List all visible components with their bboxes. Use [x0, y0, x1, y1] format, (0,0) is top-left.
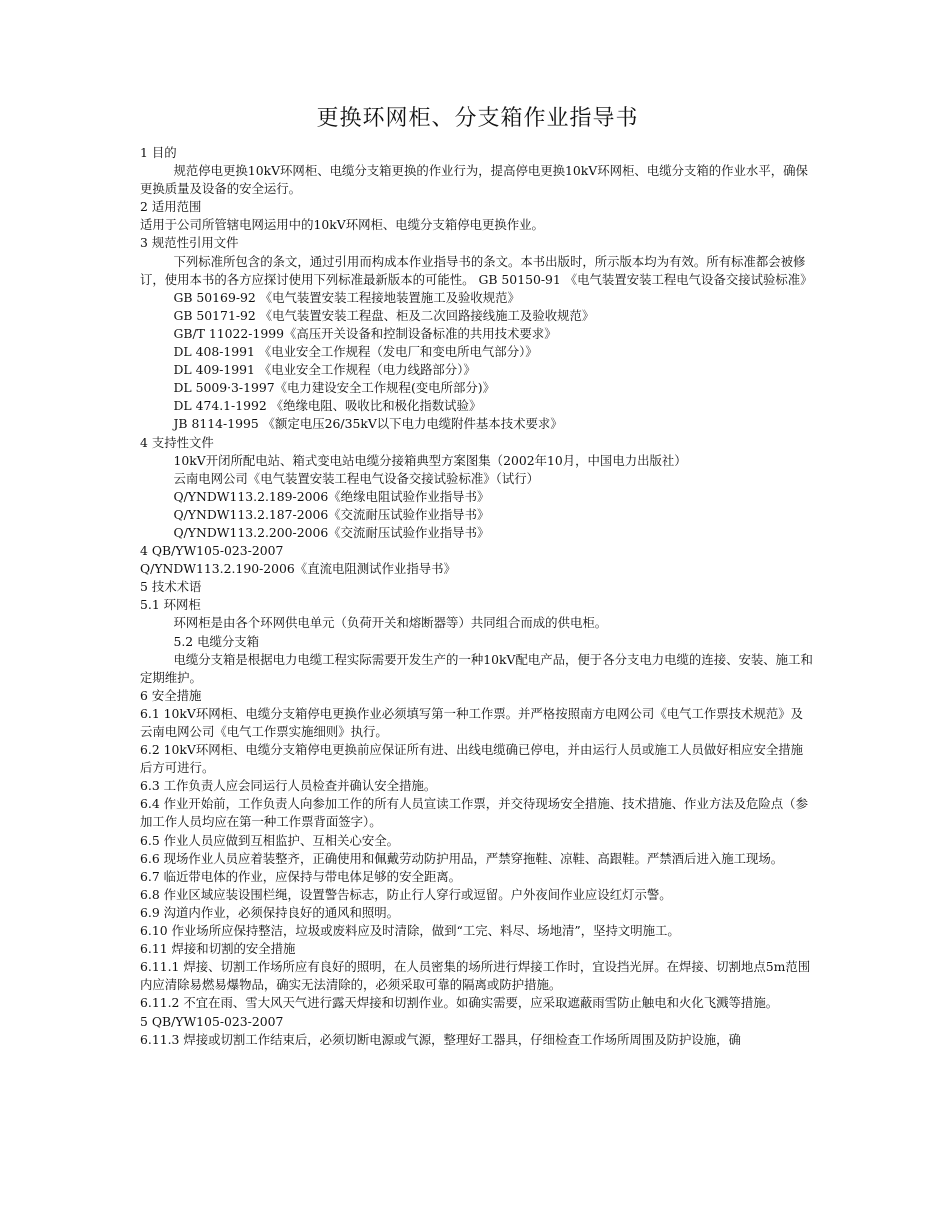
paragraph: 电缆分支箱是根据电力电缆工程实际需要开发生产的一种10kV配电产品，便于各分支电力电缆的连接、安装、施工和定期维护。	[140, 651, 813, 685]
paragraph: 10kV开闭所配电站、箱式变电站电缆分接箱典型方案图集（2002年10月，中国电力出版社）	[173, 452, 687, 468]
document-body	[140, 144, 815, 1049]
paragraph: DL 474.1-1992 《绝缘电阻、吸收比和极化指数试验》	[173, 398, 482, 414]
paragraph: 5.2 电缆分支箱	[173, 633, 260, 649]
paragraph: 6.11.3 焊接或切割工作结束后，必须切断电源或气源，整理好工器具，仔细检查工作场所周围及防护设施，确	[140, 1031, 741, 1047]
paragraph: 6.5 作业人员应做到互相监护、互相关心安全。	[140, 832, 400, 848]
paragraph: 5 QB/YW105-023-2007	[140, 1013, 284, 1029]
paragraph: 6.11.2 不宜在雨、雪大风天气进行露天焊接和切割作业。如确实需要，应采取遮蔽雨雪防止触电和火化飞溅等措施。	[140, 995, 779, 1011]
paragraph: DL 408-1991 《电业安全工作规程（发电厂和变电所电气部分）》	[173, 344, 538, 360]
paragraph: 4 QB/YW105-023-2007	[140, 543, 284, 559]
paragraph: GB 50171-92 《电气装置安装工程盘、柜及二次回路接线施工及验收规范》	[173, 307, 595, 323]
paragraph: 1 目的	[140, 145, 177, 160]
paragraph: 5 技术术语	[140, 579, 202, 595]
paragraph: GB/T 11022-1999《高压开关设备和控制设备标准的共用技术要求》	[173, 325, 557, 341]
paragraph: 6.4 作业开始前，工作负责人向参加工作的所有人员宣读工作票，并交待现场安全措施、技术措施、作业方法及危险点（参加工作人员均应在第一种工作票背面签字）。	[140, 796, 808, 830]
paragraph: 环网柜是由各个环网供电单元（负荷开关和熔断器等）共同组合而成的供电柜。	[173, 615, 608, 631]
paragraph: Q/YNDW113.2.200-2006《交流耐压试验作业指导书》	[173, 524, 490, 540]
paragraph: Q/YNDW113.2.187-2006《交流耐压试验作业指导书》	[173, 506, 490, 522]
paragraph: 规范停电更换10kV环网柜、电缆分支箱更换的作业行为，提高停电更换10kV环网柜、电缆分支箱的作业水平，确保更换质量及设备的安全运行。	[140, 163, 808, 197]
paragraph: 4 支持性文件	[140, 434, 214, 450]
paragraph: 6.9 沟道内作业，必须保持良好的通风和照明。	[140, 904, 400, 920]
paragraph: 云南电网公司《电气装置安装工程电气设备交接试验标准》（试行）	[173, 470, 539, 486]
paragraph: 5.1 环网柜	[140, 597, 201, 613]
paragraph: Q/YNDW113.2.190-2006《直流电阻测试作业指导书》	[140, 561, 456, 577]
paragraph: 3 规范性引用文件	[140, 235, 239, 251]
paragraph: 6.2 10kV环网柜、电缆分支箱停电更换前应保证所有进、出线电缆确已停电，并由运行人员或施工人员做好相应安全措施后方可进行。	[140, 742, 804, 776]
paragraph: 6.11 焊接和切割的安全措施	[140, 941, 296, 957]
paragraph: 6.1 10kV环网柜、电缆分支箱停电更换作业必须填写第一种工作票。并严格按照南方电网公司《电气工作票技术规范》及云南电网公司《电气工作票实施细则》执行。	[140, 705, 804, 739]
paragraph: JB 8114-1995 《额定电压26/35kV以下电力电缆附件基本技术要求》	[173, 416, 563, 432]
paragraph: 6 安全措施	[140, 687, 202, 703]
paragraph: 6.7 临近带电体的作业，应保持与带电体足够的安全距离。	[140, 868, 462, 884]
paragraph: DL 409-1991 《电业安全工作规程（电力线路部分）》	[173, 362, 476, 378]
paragraph: Q/YNDW113.2.189-2006《绝缘电阻试验作业指导书》	[173, 488, 490, 504]
paragraph: 6.6 现场作业人员应着装整齐，正确使用和佩戴劳动防护用品，严禁穿拖鞋、凉鞋、高跟鞋。严禁酒后进入施工现场。	[140, 850, 784, 866]
paragraph: 6.11.1 焊接、切割工作场所应有良好的照明，在人员密集的场所进行焊接工作时，宜设挡光屏。在焊接、切割地点5m范围内应清除易燃易爆物品，确实无法清除的，必须采取可靠的隔离或防护措施。	[140, 959, 811, 993]
document-title: 更换环网柜、分支箱作业指导书	[316, 106, 639, 131]
paragraph: 下列标准所包含的条文，通过引用而构成本作业指导书的条文。本书出版时，所示版本均为有效。所有标准都会被修订，使用本书的各方应探讨使用下列标准最新版本的可能性。 GB 50150-91 《电气装置安装工程电气设备交接试验标准》	[140, 253, 813, 287]
paragraph: 适用于公司所管辖电网运用中的10kV环网柜、电缆分支箱停电更换作业。	[140, 217, 544, 233]
paragraph: DL 5009·3-1997《电力建设安全工作规程(变电所部分)》	[173, 380, 495, 396]
paragraph: 6.8 作业区域应装设围栏绳，设置警告标志，防止行人穿行或逗留。户外夜间作业应设红灯示警。	[140, 886, 672, 902]
paragraph: 6.3 工作负责人应会同运行人员检查并确认安全措施。	[140, 778, 437, 794]
paragraph: 6.10 作业场所应保持整洁，垃圾或废料应及时清除，做到“工完、料尽、场地清”，坚持文明施工。	[140, 923, 680, 939]
paragraph: 2 适用范围	[140, 199, 202, 215]
paragraph: GB 50169-92 《电气装置安装工程接地装置施工及验收规范》	[173, 289, 520, 305]
